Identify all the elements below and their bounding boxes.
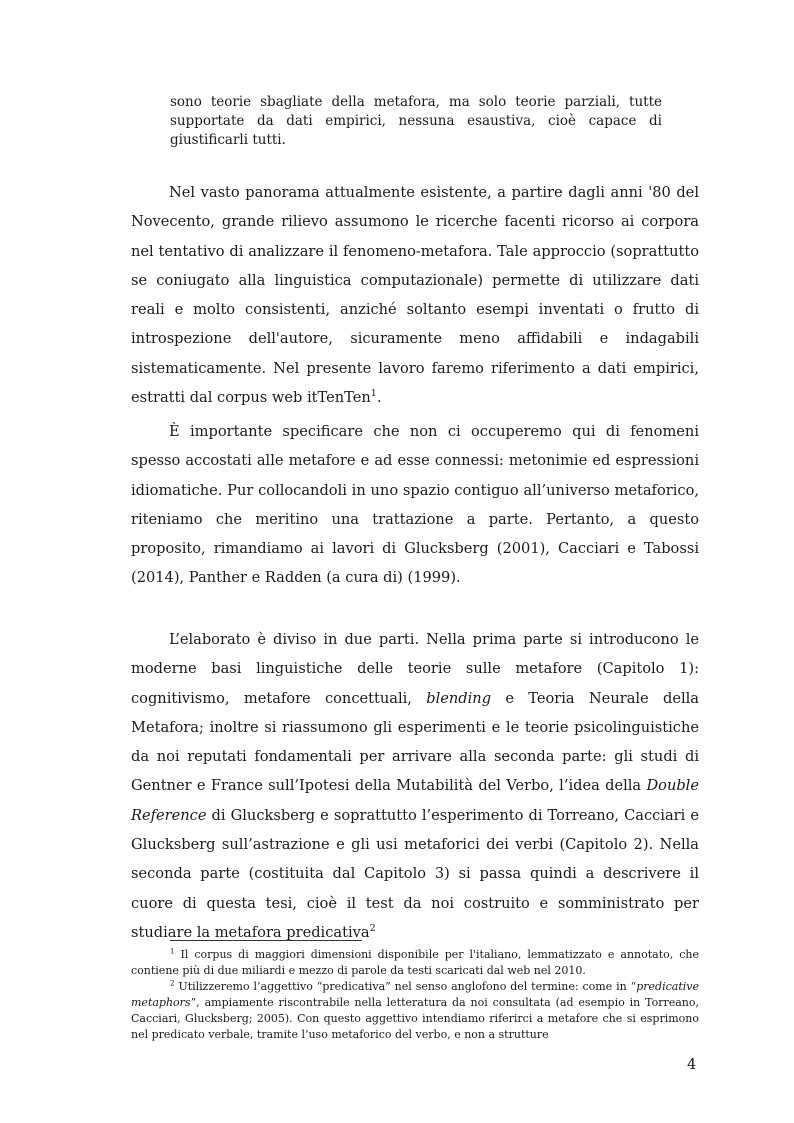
paragraph-scope: [131, 417, 699, 593]
paragraph-text: Nel vasto panorama attualmente esistente, a partire dagli anni '80 del Novecento, grande rilievo assumono le ricerche facenti ricorso ai corpora nel tentativo di analizzare il fenomeno-metafora. Tale approccio (soprattutto se coniugato alla linguistica computazionale) permette di utilizzare dati reali e molto consistenti, anziché soltanto esempi inventati o frutto di introspezione dell'autore, sicuramente meno affidabili e indagabili sistematicamente. Nel presente lavoro faremo riferimento a dati empirici, estratti dal corpus web itTenTen: [131, 184, 699, 407]
footnote-number: 1: [170, 946, 175, 956]
paragraph-text: L’elaborato è diviso in due parti. Nella prima parte si introducono le moderne basi linguistiche delle teorie sulle metafore (Capitolo 1): cognitivismo, metafore concettuali,: [131, 631, 699, 707]
footnote-text: ”, ampiamente riscontrabile nella letteratura da noi consultata (ad esempio in Torreano, Cacciari, Glucksberg; 2005). Con questo aggettivo intendiamo riferirci a metafore che si esprimono nel predicato verbale, tramite l’uso metaforico del verbo, e non a strutture: [131, 996, 699, 1041]
term-double-reference: Double Reference: [131, 777, 699, 824]
term-predicative-metaphors: predicative metaphors: [131, 980, 699, 1009]
block-quote: [170, 93, 662, 150]
page-number: 4: [687, 1056, 697, 1073]
footnote-2: [131, 979, 699, 1043]
term-blending: blending: [426, 689, 492, 707]
footnote-divider: [170, 940, 362, 941]
paragraph-structure: [131, 625, 699, 947]
footnote-text: Il corpus di maggiori dimensioni disponibile per l'italiano, lemmatizzato e annotato, che contiene più di due miliardi e mezzo di parole da testi scaricati dal web nel 2010.: [131, 948, 699, 977]
paragraph-text: e Teoria Neurale della Metafora; inoltre si riassumono gli esperimenti e le teorie psicolinguistiche da noi reputati fondamentali per arrivare alla seconda parte: gli studi di Gentner e France sull’Ipotesi della Mutabilità del Verbo, l’idea della: [131, 689, 699, 795]
paragraph-corpora: [131, 178, 699, 412]
footnote-1: [131, 947, 699, 979]
footnotes: [131, 947, 699, 1043]
footnote-ref-1[interactable]: 1: [370, 388, 377, 400]
quote-text: sono teorie sbagliate della metafora, ma solo teorie parziali, tutte supportate da dati empirici, nessuna esaustiva, cioè capace di giustificarli tutti.: [170, 94, 662, 148]
paragraph-end: .: [376, 389, 382, 407]
paragraph-text: È importante specificare che non ci occuperemo qui di fenomeni spesso accostati alle metafore e ad esse connessi: metonimie ed espressioni idiomatiche. Pur collocandoli in uno spazio contiguo all’universo metaforico, riteniamo che meritino una trattazione a parte. Pertanto, a questo proposito, rimandiamo ai lavori di Glucksberg (2001), Cacciari e Tabossi (2014), Panther e Radden (a cura di) (1999).: [131, 423, 699, 587]
footnote-number: 2: [170, 978, 175, 988]
footnote-text: Utilizzeremo l’aggettivo “predicativa” nel senso anglofono del termine: come in “: [174, 980, 637, 993]
footnote-ref-2[interactable]: 2: [369, 923, 376, 935]
paragraph-text: di Glucksberg e soprattutto l’esperimento di Torreano, Cacciari e Glucksberg sull’astrazione e gli usi metaforici dei verbi (Capitolo 2). Nella seconda parte (costituita dal Capitolo 3) si passa quindi a descrivere il cuore di questa tesi, cioè il test da noi costruito e somministrato per studiare la metafora predicativa: [131, 806, 699, 941]
